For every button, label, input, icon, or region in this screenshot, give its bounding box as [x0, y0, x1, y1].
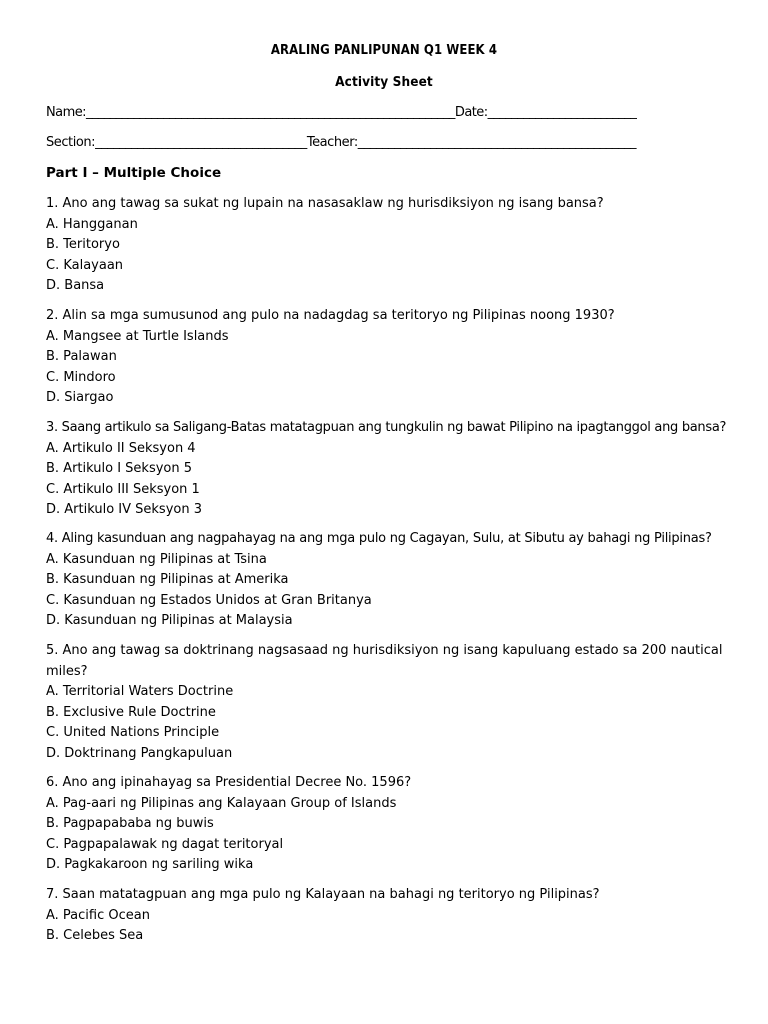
choice: D. Kasunduan ng Pilipinas at Malaysia — [46, 613, 293, 629]
question-6 — [46, 773, 726, 876]
choice: D. Doktrinang Pangkapuluan — [46, 745, 233, 761]
question-stem: 4. Aling kasunduan ang nagpahayag na ang mga pulo ng Cagayan, Sulu, at Sibutu ay bahagi ng Pilipinas? — [46, 531, 712, 546]
choice: A. Pacific Ocean — [46, 907, 150, 923]
section-teacher-line: Section:___________________________________Teacher:______________________________________________ — [46, 135, 637, 150]
choice: A. Mangsee at Turtle Islands — [46, 328, 229, 344]
choice: D. Artikulo IV Seksyon 3 — [46, 502, 202, 518]
choice: A. Artikulo II Seksyon 4 — [46, 440, 196, 456]
question-5 — [46, 641, 726, 765]
question-stem: 1. Ano ang tawag sa sukat ng lupain na nasasaklaw ng hurisdiksiyon ng isang bansa? — [46, 196, 604, 211]
choice: D. Bansa — [46, 278, 105, 294]
choice: C. United Nations Principle — [46, 725, 220, 741]
choice: B. Pagpapababa ng buwis — [46, 816, 214, 832]
question-stem: 2. Alin sa mga sumusunod ang pulo na nadagdag sa teritoryo ng Pilipinas noong 1930? — [46, 308, 615, 323]
question-4 — [46, 529, 726, 632]
choice: C. Mindoro — [46, 369, 116, 385]
choice: B. Teritoryo — [46, 237, 120, 253]
choice: C. Artikulo III Seksyon 1 — [46, 481, 200, 497]
name-date-line: Name:______________________________________________________________Date:_________________________ — [46, 105, 637, 120]
choice: B. Artikulo I Seksyon 5 — [46, 461, 193, 477]
document-title: ARALING PANLIPUNAN Q1 WEEK 4 — [270, 43, 498, 58]
choice: A. Kasunduan ng Pilipinas at Tsina — [46, 551, 267, 567]
choice: C. Kalayaan — [46, 257, 124, 273]
choice: B. Palawan — [46, 349, 117, 365]
question-3 — [46, 418, 726, 521]
part-heading: Part I – Multiple Choice — [46, 165, 222, 181]
choice: B. Kasunduan ng Pilipinas at Amerika — [46, 572, 289, 588]
choice: C. Pagpapalawak ng dagat teritoryal — [46, 836, 284, 852]
document-subtitle: Activity Sheet — [335, 74, 433, 90]
choice: A. Territorial Waters Doctrine — [46, 684, 234, 700]
question-stem: 3. Saang artikulo sa Saligang-Batas matatagpuan ang tungkulin ng bawat Pilipino na ipagtanggol ang bansa? — [46, 420, 727, 435]
choice: B. Exclusive Rule Doctrine — [46, 704, 216, 720]
choice: D. Siargao — [46, 390, 114, 406]
choice: D. Pagkakaroon ng sariling wika — [46, 857, 254, 873]
question-7 — [46, 885, 726, 947]
choice: A. Hangganan — [46, 216, 138, 232]
question-stem: 7. Saan matatagpuan ang mga pulo ng Kalayaan na bahagi ng teritoryo ng Pilipinas? — [46, 887, 600, 902]
choice: A. Pag-aari ng Pilipinas ang Kalayaan Group of Islands — [46, 795, 397, 811]
question-1 — [46, 194, 726, 297]
choice: C. Kasunduan ng Estados Unidos at Gran Britanya — [46, 592, 372, 608]
question-stem: 5. Ano ang tawag sa doktrinang nagsasaad ng hurisdiksiyon ng isang kapuluang estado sa 200 nautical miles? — [46, 643, 723, 679]
question-2 — [46, 306, 726, 409]
choice: B. Celebes Sea — [46, 928, 144, 944]
question-stem: 6. Ano ang ipinahayag sa Presidential Decree No. 1596? — [46, 775, 412, 790]
